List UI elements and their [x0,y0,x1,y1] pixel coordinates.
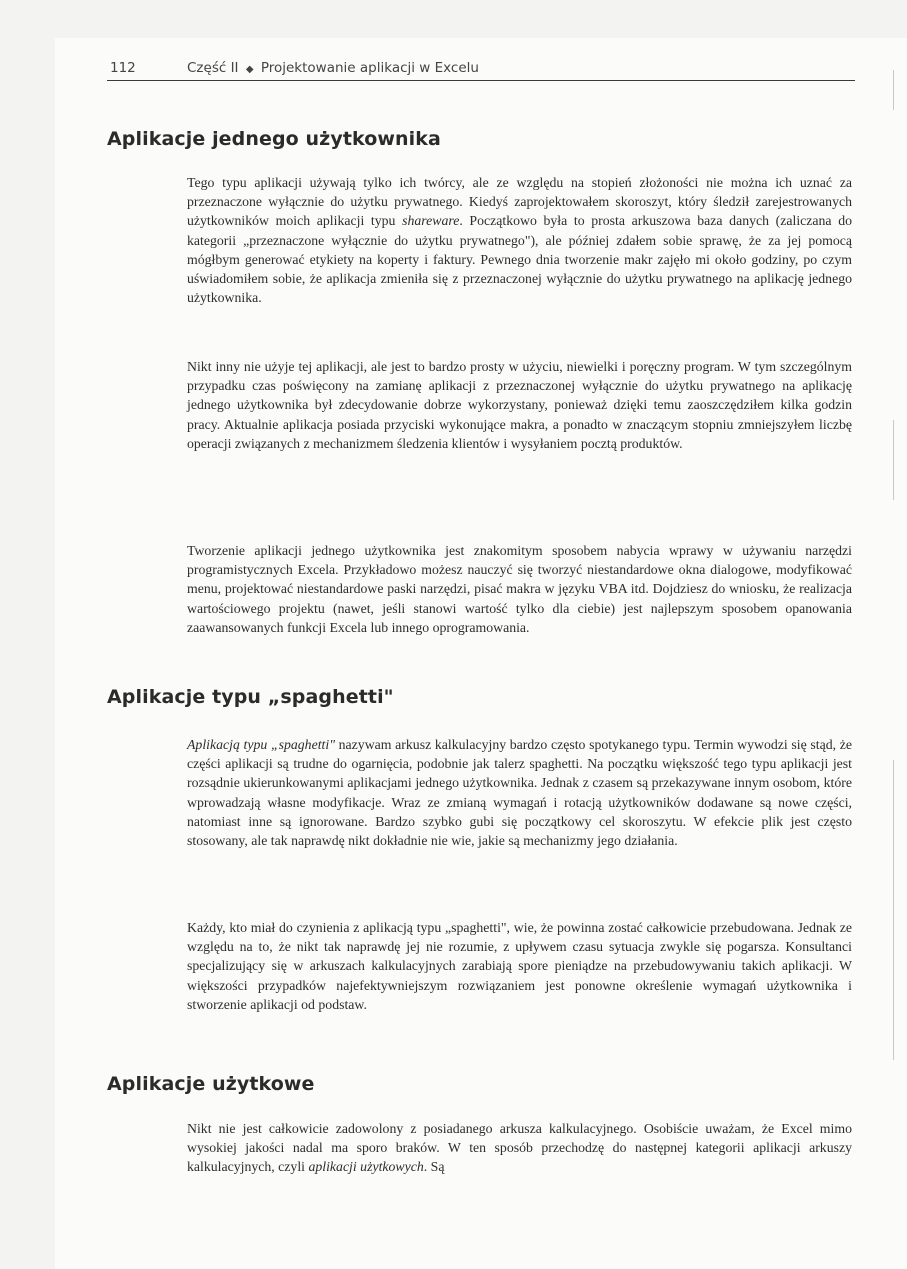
paragraph: Tworzenie aplikacji jednego użytkownika jest znakomitym sposobem nabycia wprawy w używaniu narzędzi programistycznych Excela. Przykładowo możesz nauczyć się tworzyć niestandardowe okna dialogowe, modyfikować menu, projektować niestandardowe paski narzędzi, pisać makra w języku VBA itd. Dojdziesz do wniosku, że realizacja wartościowego projektu (nawet, jeśli stanowi wartość tylko dla ciebie) jest najlepszym sposobem opanowania zaawansowanych funkcji Excela lub innego oprogramowania. [187,543,852,635]
running-header [107,58,855,81]
diamond-separator-icon: ◆ [245,64,254,75]
section-heading: Aplikacje użytkowe [107,1073,315,1095]
paragraph: Aplikacją typu „spaghetti" nazywam arkusz kalkulacyjny bardzo często spotykanego typu. Termin wywodzi się stąd, że części aplikacji są trudne do ogarnięcia, podobnie jak talerz spaghetti. Na początku większość tego typu aplikacji jest rozsądnie ukierunkowanymi aplikacjami jednego użytkownika. Jednak z czasem są przekazywane innym osobom, które wprowadzają własne modyfikacje. Wraz ze zmianą wymagań i rotacją użytkowników dodawane są nowe części, natomiast inne są ignorowane. Bardzo szybko gubi się początkowy cel skoroszytu. W efekcie plik jest często stosowany, ale tak naprawdę nikt dokładnie nie wie, jakie są mechanizmy jego działania. [187,737,852,849]
paragraph: Nikt nie jest całkowicie zadowolony z posiadanego arkusza kalkulacyjnego. Osobiście uważam, że Excel mimo wysokiej jakości nadal ma sporo braków. W ten sposób przechodzę do następnej kategorii aplikacji arkuszy kalkulacyjnych, czyli aplikacji użytkowych. Są [187,1121,852,1175]
scan-edge-mark [893,70,894,110]
scan-edge-mark [893,760,894,1060]
paragraph: Nikt inny nie użyje tej aplikacji, ale jest to bardzo prosty w użyciu, niewielki i poręczny program. W tym szczególnym przypadku czas poświęcony na zamianę aplikacji z przeznaczonej wyłącznie do użytku prywatnego na aplikację jednego użytkownika był zdecydowanie dobrze wykorzystany, ponieważ dzięki temu zaoszczędziłem kilka godzin pracy. Aktualnie aplikacja posiada przyciski wykonujące makra, a ponadto w znaczącym stopniu zmniejszyłem liczbę operacji związanych z mechanizmem śledzenia klientów i wysyłaniem pocztą produktów. [187,359,852,451]
chapter-title: Projektowanie aplikacji w Excelu [260,60,479,76]
page-number: 112 [110,60,136,76]
paragraph: Tego typu aplikacji używają tylko ich twórcy, ale ze względu na stopień złożoności nie można ich uznać za przeznaczone wyłącznie do użytku prywatnego. Kiedyś zaprojektowałem skoroszyt, który śledził zarejestrowanych użytkowników moich aplikacji typu shareware. Początkowo była to prosta arkuszowa baza danych (zaliczana do kategorii „przeznaczone wyłącznie do użytku prywatnego"), ale później zdałem sobie sprawę, że za jej pomocą mógłbym generować etykiety na koperty i faktury. Pewnego dnia tworzenie makr zajęło mi około godziny, po czym uświadomiłem sobie, że aplikacja zmieniła się z przeznaczonej wyłącznie do użytku prywatnego na aplikację jednego użytkownika. [187,175,852,306]
part-label: Część II [187,60,239,76]
section-heading: Aplikacje jednego użytkownika [107,128,441,150]
scan-edge-mark [893,420,894,500]
paragraph: Każdy, kto miał do czynienia z aplikacją typu „spaghetti", wie, że powinna zostać całkowicie przebudowana. Jednak ze względu na to, że nikt tak naprawdę jej nie rozumie, z upływem czasu sytuacja zwykle się pogarsza. Konsultanci specjalizujący się w arkuszach kalkulacyjnych zarabiają spore pieniądze na przebudowywaniu takich aplikacji. W większości przypadków najefektywniejszym rozwiązaniem jest ponowne określenie wymagań użytkownika i stworzenie aplikacji od podstaw. [187,920,852,1012]
section-heading: Aplikacje typu „spaghetti" [107,686,394,708]
running-title [187,60,479,76]
